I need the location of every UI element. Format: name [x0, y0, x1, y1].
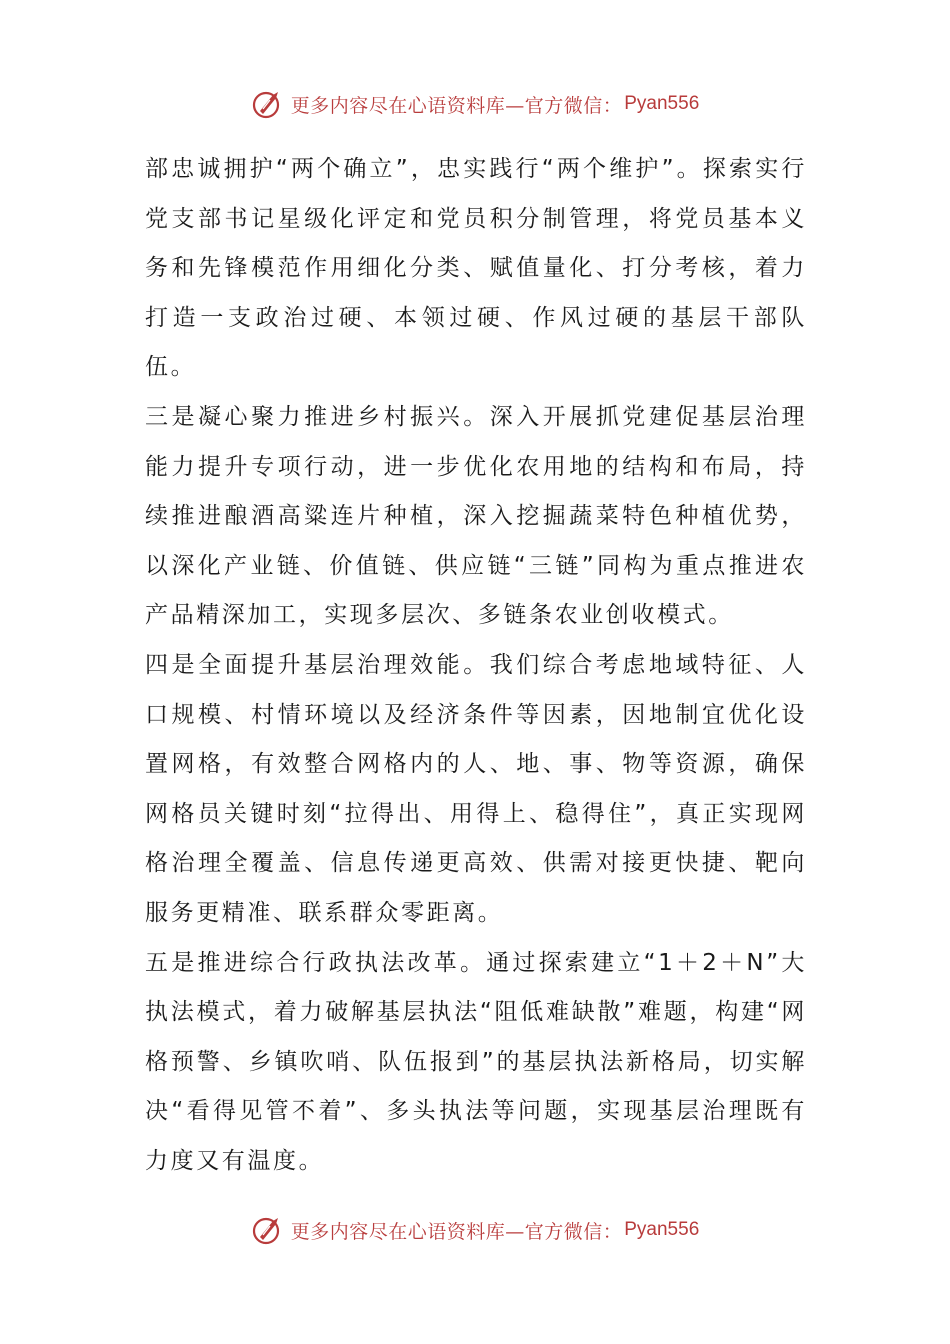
footer-slogan: 更多内容尽在心语资料库—官方微信： [290, 1220, 623, 1243]
header-slogan: 更多内容尽在心语资料库—官方微信： [290, 94, 623, 117]
header-wechat-handle: Pyan556 [624, 93, 700, 114]
header-banner [0, 84, 950, 124]
pen-nib-circle-icon [251, 1213, 285, 1247]
paragraph: 三是凝心聚力推进乡村振兴。深入开展抓党建促基层治理能力提升专项行动，进一步优化农用地的结构和布局，持续推进酿酒高粱连片种植，深入挖掘蔬菜特色种植优势，以深化产业链、价值链、供应链“三链”同构为重点推进农产品精深加工，实现多层次、多链条农业创收模式。 [145, 403, 807, 629]
paragraph: 四是全面提升基层治理效能。我们综合考虑地域特征、人口规模、村情环境以及经济条件等因素，因地制宜优化设置网格，有效整合网格内的人、地、事、物等资源，确保网格员关键时刻“拉得出、用得上、稳得住”，真正实现网格治理全覆盖、信息传递更高效、供需对接更快捷、靶向服务更精准、联系群众零距离。 [145, 651, 807, 926]
footer-banner [0, 1210, 950, 1250]
paragraph: 五是推进综合行政执法改革。通过探索建立“1＋2＋N”大执法模式，着力破解基层执法“阻低难缺散”难题，构建“网格预警、乡镇吹哨、队伍报到”的基层执法新格局，切实解决“看得见管不着”、多头执法等问题，实现基层治理既有力度又有温度。 [145, 949, 807, 1174]
pen-nib-circle-icon [251, 87, 285, 121]
document-body [145, 145, 807, 1186]
paragraph: 部忠诚拥护“两个确立”，忠实践行“两个维护”。探索实行党支部书记星级化评定和党员积分制管理，将党员基本义务和先锋模范作用细化分类、赋值量化、打分考核，着力打造一支政治过硬、本领过硬、作风过硬的基层干部队伍。 [145, 156, 807, 381]
footer-wechat-handle: Pyan556 [624, 1219, 700, 1240]
